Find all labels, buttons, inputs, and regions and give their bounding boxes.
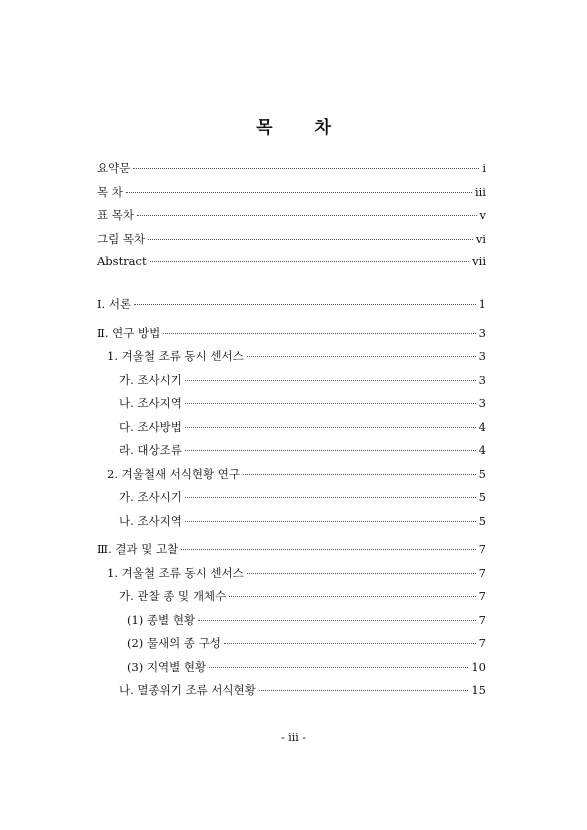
contents-entry[interactable] [97, 395, 486, 419]
entry-label: 가. 관찰 종 및 개체수 [119, 589, 227, 603]
contents-entry[interactable] [97, 635, 486, 659]
entry-page-number: 5 [478, 466, 486, 481]
entry-label: Ⅱ. 연구 방법 [97, 325, 161, 340]
dot-leader [134, 304, 476, 305]
dot-leader [229, 596, 476, 597]
dot-leader [243, 474, 476, 475]
dot-leader [185, 450, 476, 451]
contents-entry[interactable] [97, 442, 486, 466]
contents-entry[interactable] [97, 348, 486, 372]
dot-leader [185, 427, 476, 428]
entry-page-number: 7 [478, 636, 486, 650]
entry-page-number: 1 [478, 297, 486, 311]
dot-leader [133, 168, 479, 169]
page-number-footer: - iii - [281, 731, 306, 744]
entry-label: 라. 대상조류 [119, 443, 182, 457]
front-matter-list [97, 160, 486, 278]
entry-label: 목 차 [97, 184, 123, 199]
front-matter-entry[interactable] [97, 160, 486, 184]
front-matter-entry[interactable] [97, 231, 486, 255]
entry-page-number: 3 [478, 349, 486, 363]
entry-label: (3) 지역별 현황 [127, 659, 207, 674]
dot-leader [209, 667, 468, 668]
entry-label: 요약문 [97, 161, 131, 175]
contents-entry[interactable] [97, 588, 486, 612]
page-title: 목 차 [256, 118, 349, 138]
entry-page-number: 3 [478, 396, 486, 410]
entry-page-number: 7 [478, 589, 486, 603]
dot-leader [126, 192, 472, 193]
entry-label: 다. 조사방법 [119, 419, 182, 434]
dot-leader [181, 549, 475, 550]
dot-leader [185, 380, 476, 381]
entry-label: 가. 조사시기 [119, 372, 182, 387]
dot-leader [247, 573, 476, 574]
front-matter-entry[interactable] [97, 207, 486, 231]
entry-label: 나. 조사지역 [119, 513, 182, 528]
dot-leader [185, 521, 476, 522]
entry-page-number: vi [475, 231, 486, 246]
contents-entry[interactable] [97, 372, 486, 396]
contents-entry[interactable] [97, 565, 486, 589]
entry-page-number: 5 [478, 490, 486, 504]
entry-label: 2. 겨울철새 서식현황 연구 [107, 466, 241, 481]
contents-entry[interactable] [97, 513, 486, 537]
dot-leader [259, 690, 469, 691]
entry-label: 표 목차 [97, 208, 134, 222]
entry-label: 1. 겨울철 조류 동시 센서스 [107, 349, 244, 363]
dot-leader [150, 261, 470, 262]
contents-entry[interactable] [97, 682, 486, 706]
entry-page-number: 4 [478, 443, 486, 457]
contents-entry[interactable] [97, 296, 486, 320]
entry-label: Abstract [97, 254, 147, 268]
entry-page-number: i [482, 161, 486, 175]
entry-page-number: 10 [471, 659, 486, 674]
entry-page-number: 7 [478, 612, 486, 627]
contents-entry[interactable] [97, 466, 486, 490]
entry-label: 나. 조사지역 [119, 396, 182, 410]
entry-page-number: 3 [478, 325, 486, 340]
contents-list [97, 296, 486, 706]
entry-page-number: v [479, 208, 486, 222]
contents-entry[interactable] [97, 612, 486, 636]
dot-leader [247, 356, 476, 357]
entry-label: Ⅲ. 결과 및 고찰 [97, 542, 179, 556]
entry-label: 그림 목차 [97, 231, 146, 246]
entry-page-number: 5 [478, 513, 486, 528]
contents-entry[interactable] [97, 489, 486, 513]
entry-page-number: 7 [478, 565, 486, 580]
dot-leader [163, 333, 475, 334]
dot-leader [198, 620, 476, 621]
entry-label: Ⅰ. 서론 [97, 297, 132, 311]
dot-leader [137, 215, 477, 216]
dot-leader [148, 239, 473, 240]
entry-label: (2) 물새의 종 구성 [127, 636, 221, 650]
contents-entry[interactable] [97, 419, 486, 443]
contents-entry[interactable] [97, 659, 486, 683]
entry-page-number: 15 [471, 683, 486, 697]
dot-leader [185, 403, 476, 404]
entry-label: (1) 종별 현황 [127, 612, 196, 627]
entry-label: 1. 겨울철 조류 동시 센서스 [107, 565, 244, 580]
dot-leader [185, 497, 476, 498]
entry-label: 가. 조사시기 [119, 490, 182, 504]
entry-page-number: iii [474, 184, 486, 199]
front-matter-entry[interactable] [97, 184, 486, 208]
dot-leader [224, 643, 476, 644]
entry-label: 나. 멸종위기 조류 서식현황 [119, 683, 256, 697]
entry-page-number: 4 [478, 419, 486, 434]
front-matter-entry[interactable] [97, 254, 486, 278]
entry-page-number: vii [472, 254, 486, 268]
entry-page-number: 3 [478, 372, 486, 387]
entry-page-number: 7 [478, 542, 486, 556]
contents-entry[interactable] [97, 325, 486, 349]
contents-entry[interactable] [97, 541, 486, 565]
